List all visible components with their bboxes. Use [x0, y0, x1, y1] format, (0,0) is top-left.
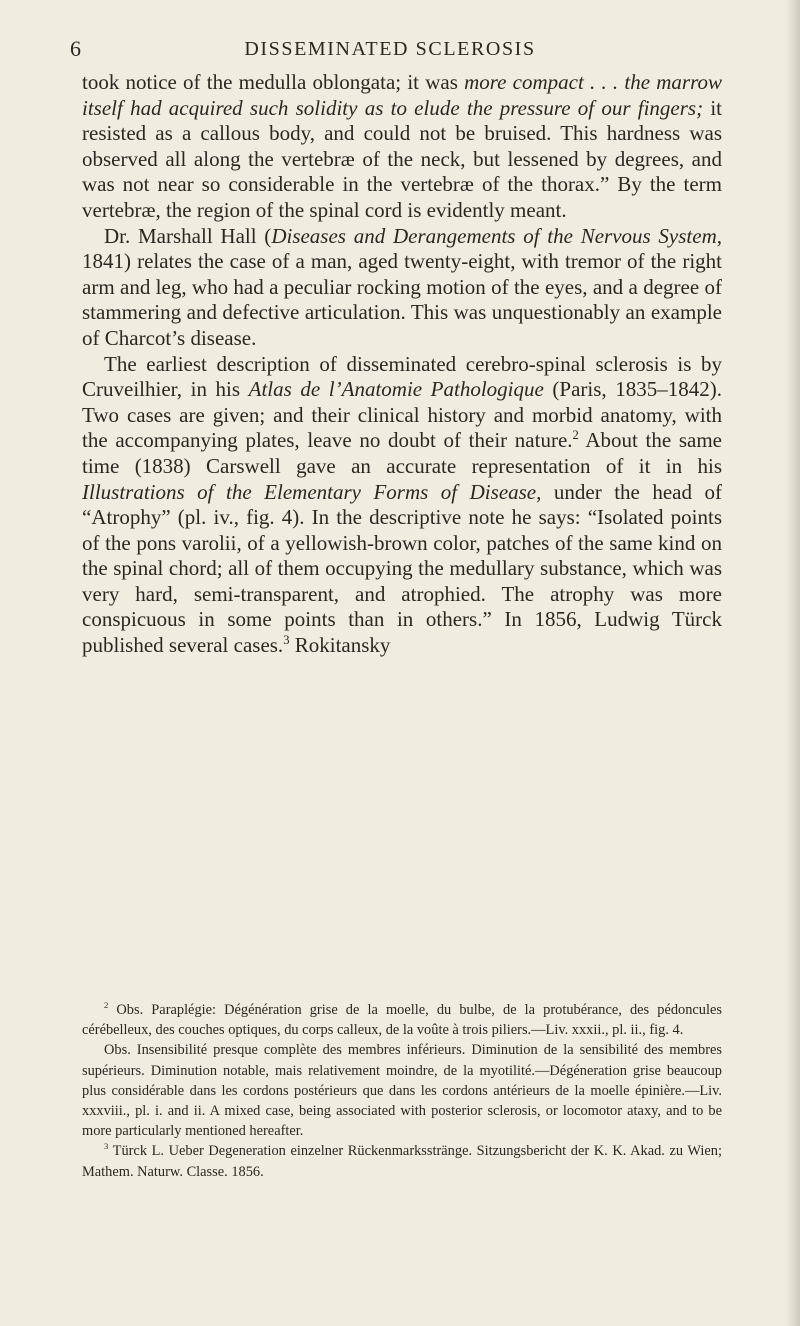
text-span: (Paris, 1835–1842). Two cases are given; and their clinical history and morbid anatomy, with the accompanying plates, leave no doubt of their nature. [82, 377, 722, 453]
page-edge-shadow [786, 0, 800, 1326]
text-span: it resisted as a callous body, and could not be bruised. This hardness was observed all along the vertebræ of the neck, but lessened by degrees, and was not near so considerable in the vertebræ of the thorax.” By the term vertebræ, the region of the spinal cord is evidently meant. [82, 95, 722, 222]
text-span: took notice of the medulla oblongata; it was [82, 70, 465, 94]
body-text [82, 70, 722, 659]
footnote-2-obs [82, 1040, 722, 1141]
text-span: Dr. Marshall Hall ( [104, 223, 272, 248]
italic-span: Illustrations of the Elementary Forms of Disease, [82, 479, 542, 504]
footnote-text: Obs. Paraplégie: Dégénération grise de la moelle, du bulbe, de la protubérance, des pédoncules cérébelleux, des couches optiques, du corps calleux, de la voûte à trois piliers.—Liv. xxxii., pl. ii., fig. 4. [82, 1002, 722, 1039]
footnote-marker: 3 [104, 1141, 109, 1152]
footnote-text: Türck L. Ueber Degeneration einzelner Rückenmarksstränge. Sitzungsbericht der K. K. Akad. zu Wien; Mathem. Naturw. Classe. 1856. [82, 1143, 722, 1180]
page-number: 6 [70, 36, 81, 61]
text-span: 1841) relates the case of a man, aged twenty-eight, with tremor of the right arm and leg, who had a peculiar rocking motion of the eyes, and a degree of stammering and defective articulation. This was unquestionably an example of Charcot’s disease. [82, 249, 722, 350]
footnote-2 [82, 1000, 722, 1040]
footnotes [82, 1000, 722, 1182]
paragraph-2 [82, 224, 722, 352]
paragraph-3 [82, 352, 722, 659]
italic-span: Atlas de l’Anatomie Pathologique [248, 377, 544, 402]
footnote-ref: 3 [283, 633, 290, 648]
text-span: under the head of “Atrophy” (pl. iv., fig. 4). In the descriptive note he says: “Isolated points of the pons varolii, of a yellowish-brown color, patches of the same kind on the spinal chord; all of them occupying the medullary substance, which was very hard, semi-transparent, and atrophied. The atrophy was more conspicuous in some points than in others.” In 1856, Ludwig Türck published several cases. [82, 479, 722, 658]
page-header [70, 36, 710, 66]
footnote-marker: 2 [104, 1000, 109, 1011]
text-span: Rokitansky [289, 633, 391, 658]
italic-span: more compact . . . the marrow itself had acquired such solidity as to elude the pressure of our fingers; [82, 70, 722, 120]
text-span: The earliest description of disseminated cerebro-spinal sclerosis is by Cruveilhier, in his [82, 351, 722, 402]
footnote-ref: 2 [572, 428, 579, 443]
italic-span: Diseases and Derangements of the Nervous System, [271, 223, 723, 248]
running-head: DISSEMINATED SCLEROSIS [244, 38, 536, 60]
footnote-text: Obs. Insensibilité presque complète des membres inférieurs. Diminution de la sensibilité des membres supérieurs. Diminution notable, mais relativement moindre, de la myotilité.—Dégéneration grise beaucoup plus considérable dans les cordons postérieurs que dans les cordons antérieurs de la moelle épinière.—Liv. xxxviii., pl. i. and ii. A mixed case, being associated with posterior sclerosis, or locomotor ataxy, and to be more particularly mentioned hereafter. [82, 1042, 722, 1140]
footnote-3 [82, 1141, 722, 1181]
text-span: About the same time (1838) Carswell gave an accurate representation of it in his [82, 428, 722, 478]
paragraph-1 [82, 70, 722, 224]
